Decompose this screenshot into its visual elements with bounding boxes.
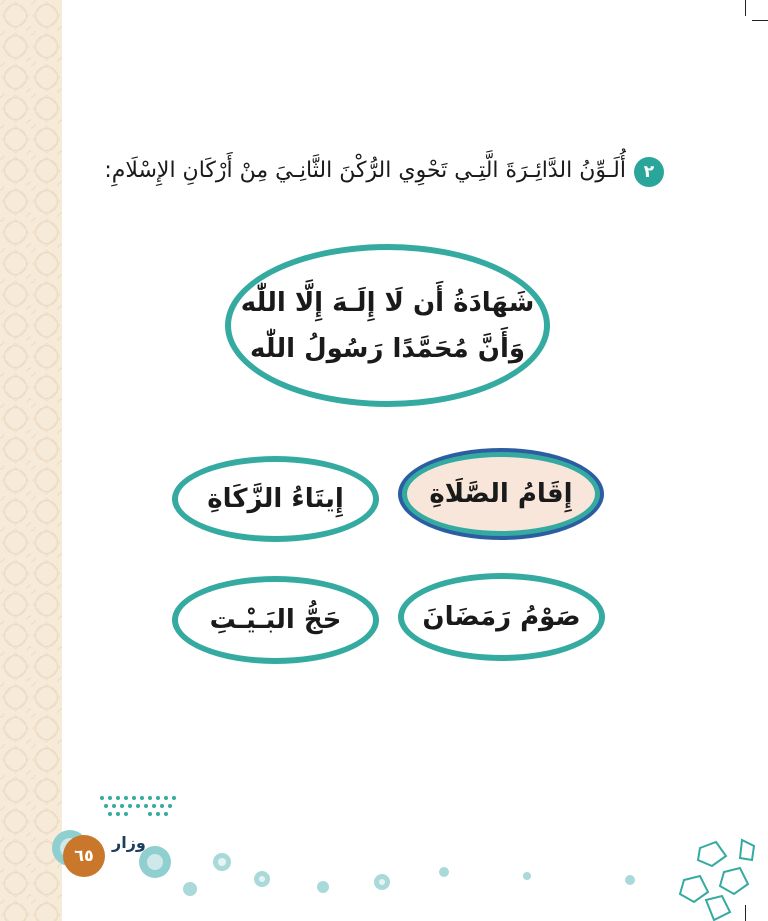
oval-salah[interactable]	[402, 452, 600, 536]
oval-shahada[interactable]	[225, 244, 550, 407]
sawm-label: صَوْمُ رَمَضَانَ	[422, 602, 581, 632]
decorative-pattern-band	[0, 0, 62, 921]
oval-zakah[interactable]	[172, 456, 379, 542]
zakah-label: إِيتَاءُ الزَّكَاةِ	[207, 484, 344, 514]
question-header	[104, 150, 670, 190]
shahada-line-1: شَهَادَةُ أَن لَا إِلَـهَ إِلَّا اللّٰه	[240, 287, 535, 318]
oval-hajj[interactable]	[172, 576, 379, 664]
question-number-badge: ٢	[634, 157, 664, 187]
crop-mark-right-top	[752, 20, 768, 21]
hajj-label: حَجُّ البَـيْـتِ	[209, 605, 342, 635]
salah-label: إِقَامُ الصَّلَاةِ	[429, 479, 573, 509]
crop-mark-bottom-right	[745, 905, 746, 921]
shahada-line-2: وَأَنَّ مُحَمَّدًا رَسُولُ اللّٰه	[249, 333, 526, 364]
question-text: أُلَـوِّنُ الدَّائِـرَةَ الَّتِـي تَحْوِي الرُّكْنَ الثَّانِـيَ مِنْ أَرْكَانِ الإِسْلَامِ:	[104, 158, 626, 183]
crop-mark-top-right	[745, 0, 746, 16]
logo-text: وزار	[112, 833, 146, 852]
page-number: ٦٥	[63, 835, 105, 877]
oval-sawm[interactable]	[398, 573, 605, 661]
